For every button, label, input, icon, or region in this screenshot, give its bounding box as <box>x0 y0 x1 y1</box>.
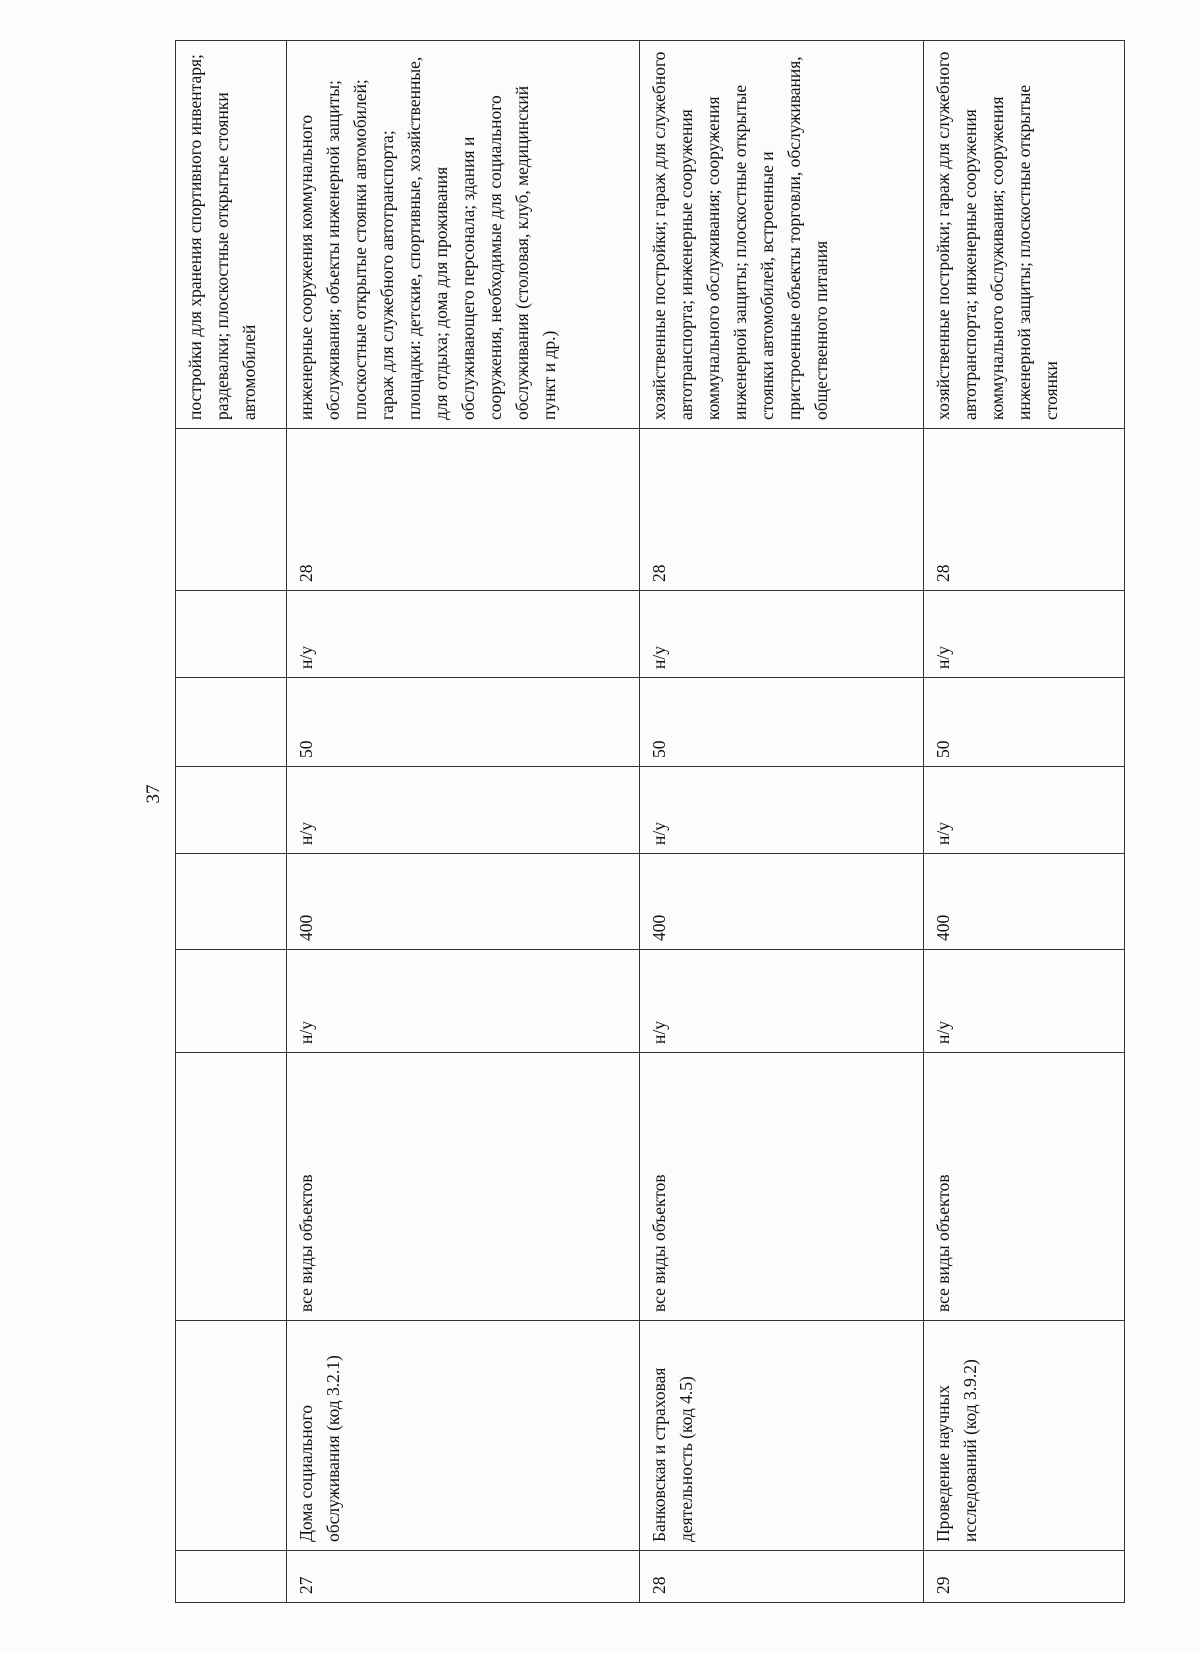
cell-c7: 50 <box>640 678 924 767</box>
cell-c5: 400 <box>924 854 1125 950</box>
cell-c4 <box>176 950 287 1053</box>
cell-num: 28 <box>640 1551 924 1603</box>
cell-num: 29 <box>924 1551 1125 1603</box>
cell-name <box>176 1321 287 1551</box>
cell-num: 27 <box>287 1551 640 1603</box>
cell-c9: 28 <box>924 429 1125 591</box>
cell-description: инженерные сооружения коммунального обслуживания; объекты инженерной защиты; плоскостные открытые стоянки автомобилей; гараж для служебного автотранспорта; площадки: детские, спортивные, хозяйственные, для отдыха; дома для проживания обслуживающего персонала; здания и сооружения, необходимые для социального обслуживания (столовая, клуб, медицинский пункт и др.) <box>287 41 640 429</box>
cell-description: хозяйственные постройки; гараж для служебного автотранспорта; инженерные сооружения коммунального обслуживания; сооружения инженерной защиты; плоскостные открытые стоянки <box>924 41 1125 429</box>
cell-c9 <box>176 429 287 591</box>
cell-num <box>176 1551 287 1603</box>
cell-c7 <box>176 678 287 767</box>
cell-c6: н/у <box>924 767 1125 854</box>
cell-c6 <box>176 767 287 854</box>
cell-name: Дома социального обслуживания (код 3.2.1) <box>287 1321 640 1551</box>
cell-description: постройки для хранения спортивного инвентаря; раздевалки; плоскостные открытые стоянки автомобилей <box>176 41 287 429</box>
page-number: 37 <box>143 784 164 804</box>
cell-c9: 28 <box>287 429 640 591</box>
table-row-continuation <box>176 41 287 1603</box>
cell-description: хозяйственные постройки; гараж для служебного автотранспорта; инженерные сооружения коммунального обслуживания; сооружения инженерной защиты; плоскостные открытые стоянки автомобилей, встроенные и пристроенные объекты торговли, обслуживания, общественного питания <box>640 41 924 429</box>
cell-c4: н/у <box>287 950 640 1053</box>
cell-c8: н/у <box>287 591 640 678</box>
zoning-table <box>175 40 1125 1603</box>
cell-c5: 400 <box>287 854 640 950</box>
table-row-28 <box>640 41 924 1603</box>
table-row-27 <box>287 41 640 1603</box>
cell-c7: 50 <box>924 678 1125 767</box>
cell-c4: н/у <box>640 950 924 1053</box>
cell-types: все виды объектов <box>640 1053 924 1321</box>
cell-types <box>176 1053 287 1321</box>
cell-name: Банковская и страховая деятельность (код 4.5) <box>640 1321 924 1551</box>
cell-c8: н/у <box>640 591 924 678</box>
cell-c6: н/у <box>287 767 640 854</box>
cell-types: все виды объектов <box>924 1053 1125 1321</box>
cell-c8: н/у <box>924 591 1125 678</box>
cell-c9: 28 <box>640 429 924 591</box>
rotated-table-wrapper <box>175 41 1102 1603</box>
cell-c8 <box>176 591 287 678</box>
cell-c7: 50 <box>287 678 640 767</box>
table-row-29 <box>924 41 1125 1603</box>
cell-c4: н/у <box>924 950 1125 1053</box>
cell-types: все виды объектов <box>287 1053 640 1321</box>
cell-c5: 400 <box>640 854 924 950</box>
cell-c6: н/у <box>640 767 924 854</box>
cell-name: Проведение научных исследований (код 3.9.2) <box>924 1321 1125 1551</box>
cell-c5 <box>176 854 287 950</box>
